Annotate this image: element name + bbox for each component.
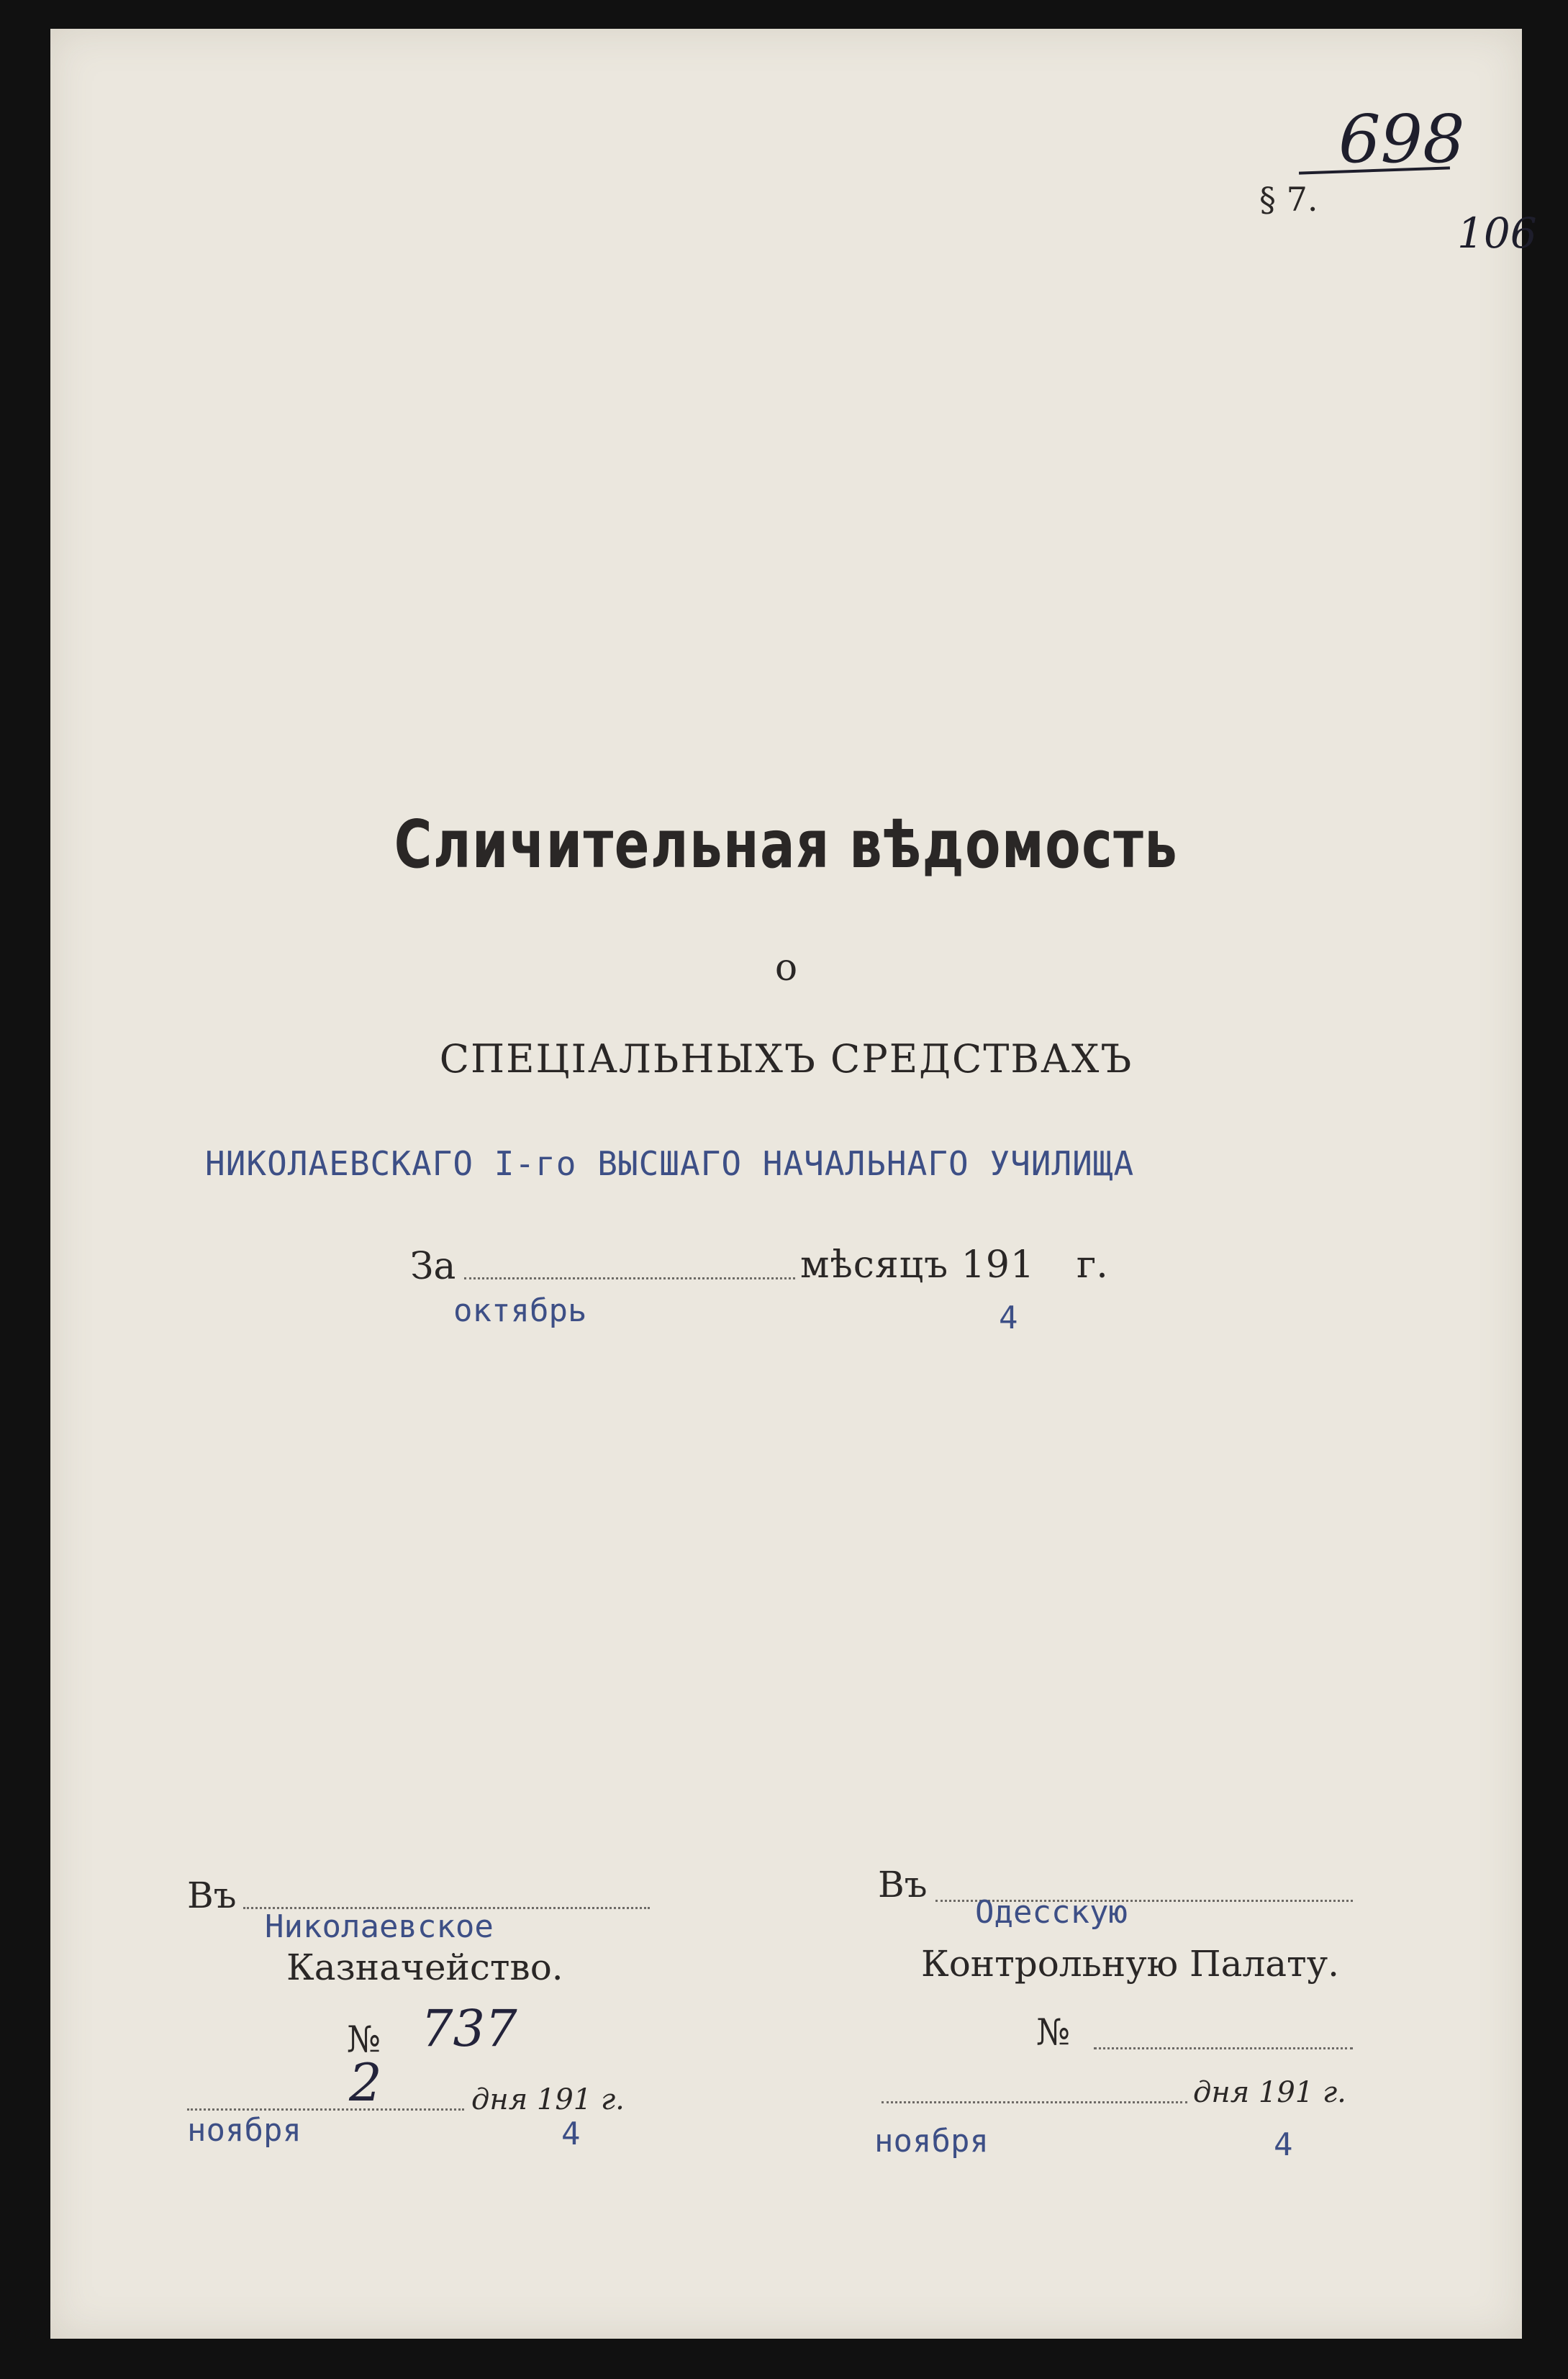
right-number-line xyxy=(1094,2047,1353,2049)
right-city: Одесскую xyxy=(975,1894,1128,1931)
right-office: Контрольную Палату. xyxy=(921,1943,1340,1985)
period-month-label: мѣсяцъ 191 xyxy=(800,1243,1035,1287)
left-office: Казначейство. xyxy=(286,1947,563,1988)
institution-stamp: НИКОЛАЕВСКАГО I-го ВЫСШАГО НАЧАЛЬНАГО УЧИЛИЩА xyxy=(205,1144,1135,1183)
right-day-label: дня 191 г. xyxy=(1193,2076,1346,2109)
right-year-digit: 4 xyxy=(1274,2126,1293,2163)
subject-line: СПЕЦІАЛЬНЫХЪ СРЕДСТВАХЪ xyxy=(439,1036,1133,1082)
left-to-label: Въ xyxy=(187,1875,237,1916)
right-to-label: Въ xyxy=(878,1864,928,1906)
right-number-label: № xyxy=(1036,2011,1071,2053)
left-day-line xyxy=(187,2108,464,2111)
period-month-line xyxy=(464,1277,795,1279)
archive-number-sub: 106 xyxy=(1457,209,1537,258)
left-city: Николаевское xyxy=(265,1908,494,1945)
period-month-value: октябрь xyxy=(453,1292,587,1329)
left-day-value: 2 xyxy=(349,2052,382,2113)
right-month-value: ноября xyxy=(874,2123,989,2160)
left-year-digit: 4 xyxy=(561,2116,581,2152)
document-title: Сличительная вѣдомость xyxy=(394,806,1179,883)
section-number: § 7. xyxy=(1259,180,1318,219)
archive-number: 698 xyxy=(1338,101,1465,178)
period-prefix: За xyxy=(410,1245,456,1288)
about-word: о xyxy=(774,946,798,989)
right-day-line xyxy=(882,2101,1187,2103)
left-day-label: дня 191 г. xyxy=(471,2083,625,2116)
left-number-value: 737 xyxy=(421,1999,517,2058)
period-year-digit: 4 xyxy=(999,1300,1018,1336)
left-month-value: ноября xyxy=(187,2112,302,2149)
document-page xyxy=(50,29,1537,2339)
period-year-suffix: г. xyxy=(1077,1243,1108,1287)
left-number-label: № xyxy=(347,2018,381,2060)
